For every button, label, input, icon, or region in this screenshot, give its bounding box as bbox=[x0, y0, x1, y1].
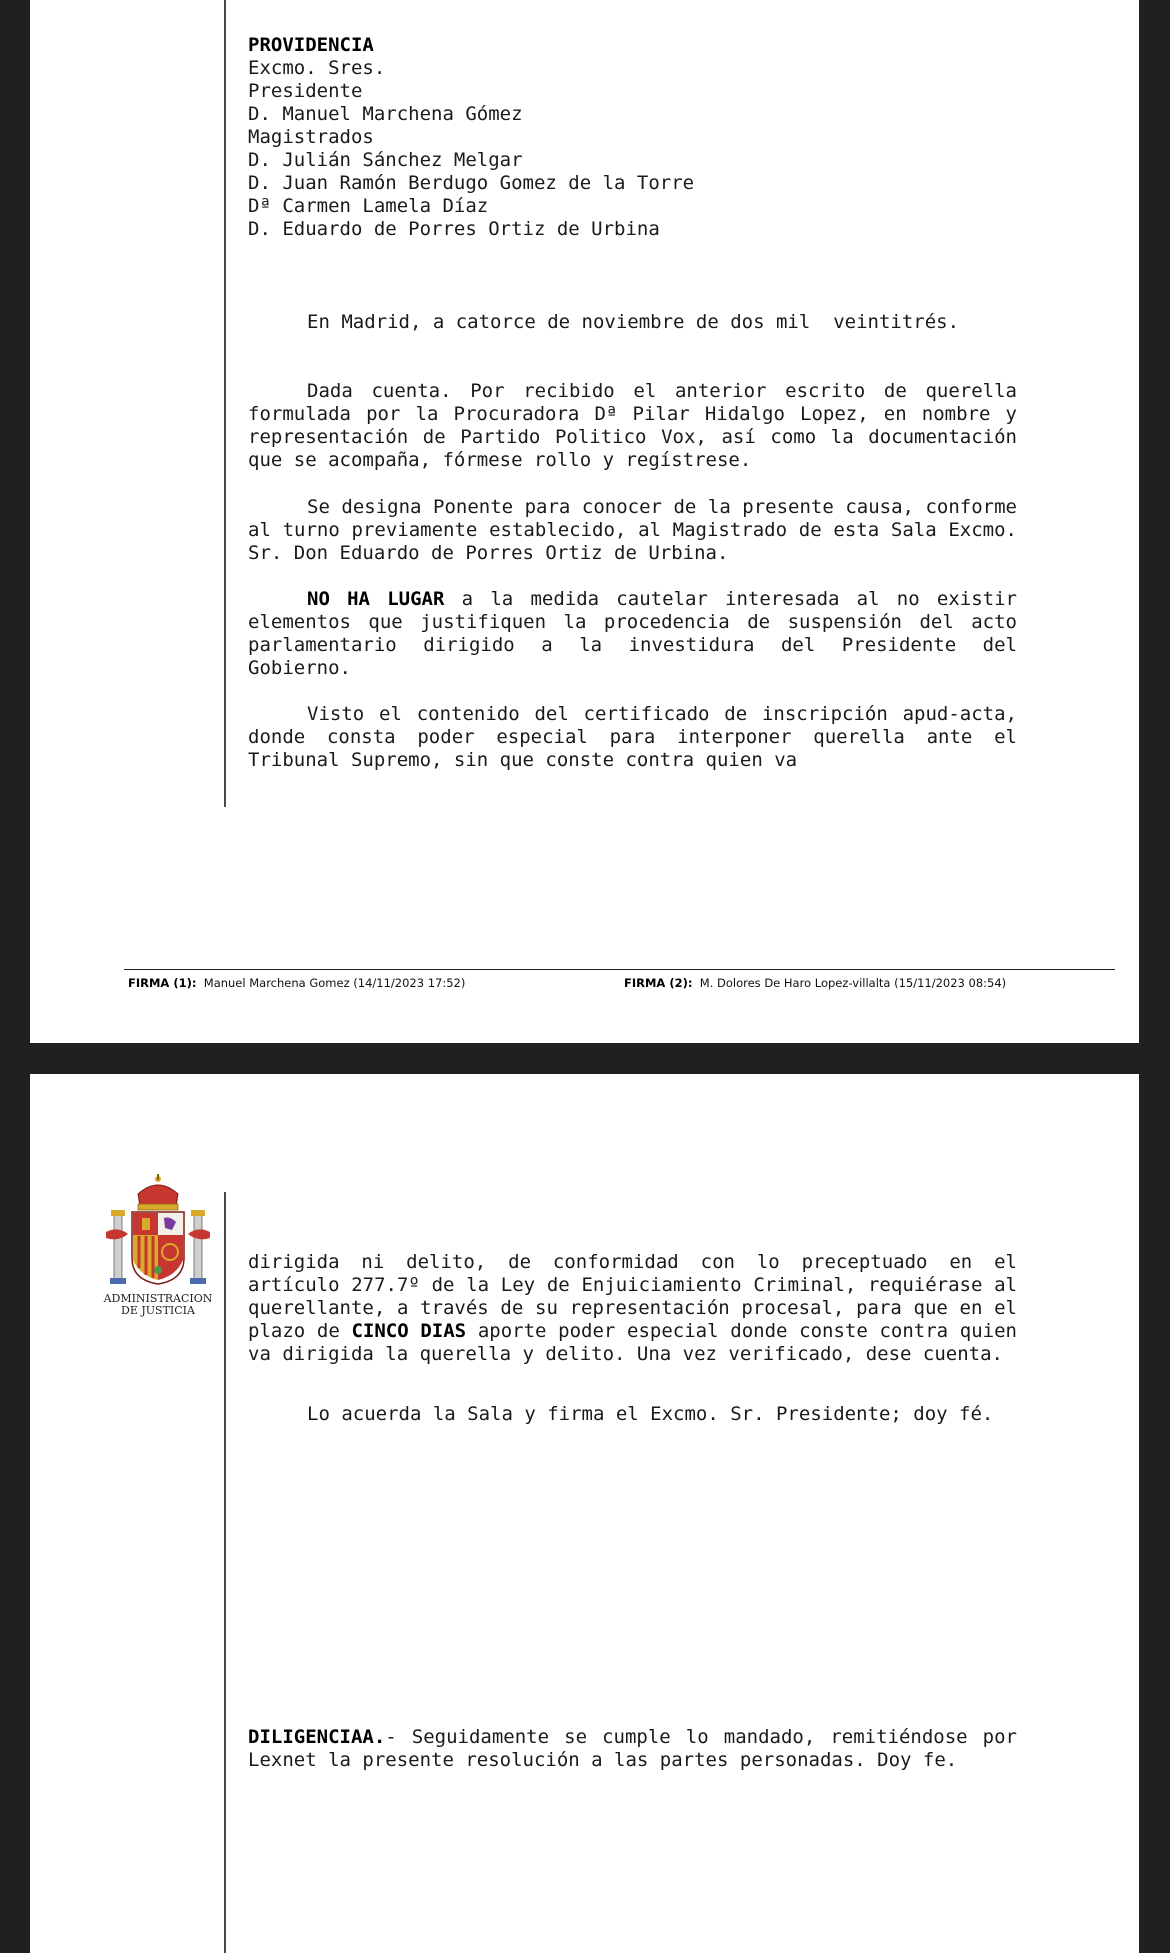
document-type-heading: PROVIDENCIA bbox=[248, 34, 374, 56]
paragraph-4: Visto el contenido del certificado de inscripción apud-acta, donde consta poder especial para interponer querella ante el Tribunal Supremo, sin que conste contra quien va bbox=[248, 703, 1017, 771]
signature-rule bbox=[124, 969, 1115, 970]
paragraph-continuation: dirigida ni delito, de conformidad con lo preceptuado en el artículo 277.7º de la Ley de Enjuiciamiento Criminal, requiérase al querellante, a través de su representación procesal, para que en el plazo de CINCO DIAS aporte poder especial donde conste contra quien va dirigida la querella y delito. Una vez verificado, dese cuenta. bbox=[248, 1251, 1017, 1365]
seal-caption-line-2: DE JUSTICIA bbox=[121, 1304, 195, 1317]
signature-2: FIRMA (2): M. Dolores De Haro Lopez-villalta (15/11/2023 08:54) bbox=[624, 976, 1007, 990]
seal-caption-line-1: ADMINISTRACION bbox=[103, 1292, 213, 1305]
header-block bbox=[248, 34, 1017, 241]
signature-1: FIRMA (1): Manuel Marchena Gomez (14/11/2023 17:52) bbox=[128, 976, 466, 990]
paragraph-2: Se designa Ponente para conocer de la presente causa, conforme al turno previamente establecido, al Magistrado de esta Sala Excmo. Sr. Don Eduardo de Porres Ortiz de Urbina. bbox=[248, 496, 1017, 564]
header-line: Dª Carmen Lamela Díaz bbox=[248, 195, 489, 217]
margin-rule bbox=[224, 0, 226, 807]
document-page-1 bbox=[30, 0, 1139, 1043]
paragraph-3: NO HA LUGAR a la medida cautelar interesada al no existir elementos que justifiquen la procedencia de suspensión del acto parlamentario dirigido a la investidura del Presidente del Gobierno. bbox=[248, 588, 1017, 679]
closing-paragraph: Lo acuerda la Sala y firma el Excmo. Sr. Presidente; doy fé. bbox=[307, 1403, 994, 1425]
header-line: D. Manuel Marchena Gómez bbox=[248, 103, 523, 125]
document-page-2 bbox=[30, 1074, 1139, 1953]
date-line: En Madrid, a catorce de noviembre de dos mil veintitrés. bbox=[307, 311, 960, 333]
cinco-dias-emphasis: CINCO DIAS bbox=[351, 1320, 467, 1342]
header-line: D. Eduardo de Porres Ortiz de Urbina bbox=[248, 218, 660, 240]
coat-of-arms-seal bbox=[102, 1172, 214, 1317]
no-ha-lugar-emphasis: NO HA LUGAR bbox=[307, 588, 445, 610]
diligencia-heading: DILIGENCIAA. bbox=[248, 1726, 386, 1748]
coat-of-arms-icon bbox=[102, 1172, 214, 1290]
margin-rule bbox=[224, 1192, 226, 1953]
paragraph-1: Dada cuenta. Por recibido el anterior escrito de querella formulada por la Procuradora Dª Pilar Hidalgo Lopez, en nombre y representación de Partido Politico Vox, así como la documentación que se acompaña, fórmese rollo y regístrese. bbox=[248, 380, 1017, 471]
header-line: D. Juan Ramón Berdugo Gomez de la Torre bbox=[248, 172, 695, 194]
header-line: Magistrados bbox=[248, 126, 374, 148]
header-line: Excmo. Sres. bbox=[248, 57, 386, 79]
header-line: Presidente bbox=[248, 80, 363, 102]
diligencia-paragraph: DILIGENCIAA.- Seguidamente se cumple lo mandado, remitiéndose por Lexnet la presente resolución a las partes personadas. Doy fe. bbox=[248, 1726, 1017, 1771]
header-line: D. Julián Sánchez Melgar bbox=[248, 149, 523, 171]
